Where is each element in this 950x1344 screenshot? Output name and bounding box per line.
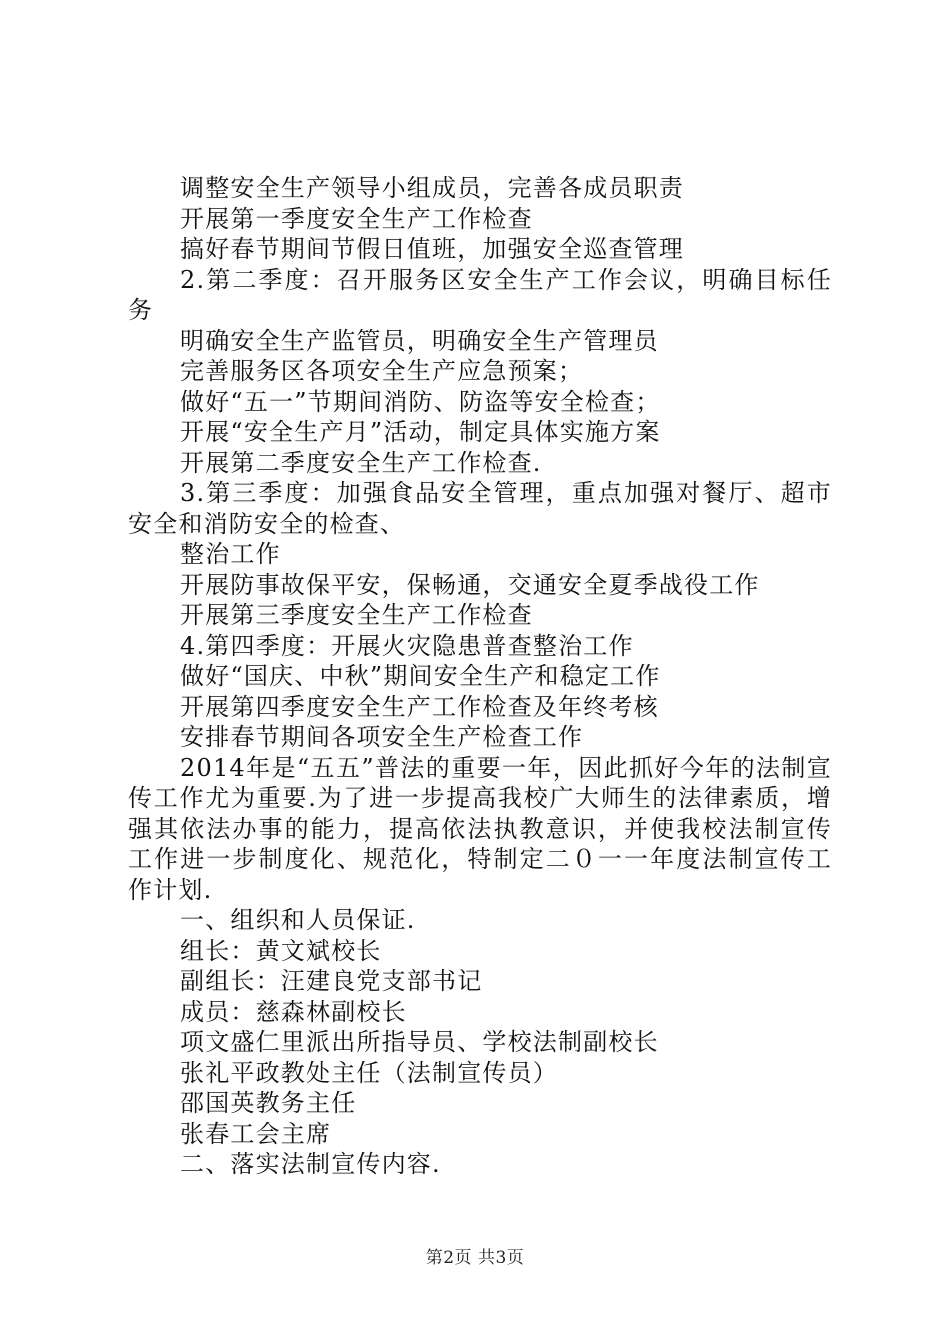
paragraph: 开展第三季度安全生产工作检查 (180, 601, 533, 629)
paragraph: 3.第三季度：加强食品安全管理，重点加强对餐厅、超市安全和消防安全的检查、 (128, 479, 832, 538)
paragraph: 一、组织和人员保证. (180, 906, 416, 934)
paragraph: 2.第二季度：召开服务区安全生产工作会议，明确目标任务 (128, 265, 832, 324)
paragraph: 开展防事故保平安，保畅通，交通安全夏季战役工作 (180, 570, 760, 599)
paragraph: 整治工作 (180, 540, 281, 568)
page-footer (0, 1243, 950, 1268)
paragraph: 开展第四季度安全生产工作检查及年终考核 (180, 692, 659, 721)
paragraph: 调整安全生产领导小组成员，完善各成员职责 (180, 174, 684, 202)
paragraph: 张礼平政教处主任（法制宣传员） (180, 1058, 558, 1087)
paragraph: 2014年是“五五”普法的重要一年，因此抓好今年的法制宣传工作尤为重要.为了进一步提高我校广大师生的法律素质，增强其依法办事的能力，提高依法执教意识，并使我校法制宣传工作进一步制度化、规范化，特制定二０一一年度法制宣传工作计划. (128, 753, 832, 904)
paragraph: 副组长：汪建良党支部书记 (180, 967, 483, 995)
paragraph: 组长：黄文斌校长 (180, 936, 382, 965)
paragraph: 4.第四季度：开展火灾隐患普查整治工作 (180, 631, 634, 660)
paragraph: 邵国英教务主任 (180, 1089, 357, 1117)
paragraph: 完善服务区各项安全生产应急预案； (180, 357, 584, 385)
paragraph: 开展第一季度安全生产工作检查 (180, 204, 533, 233)
paragraph: 张春工会主席 (180, 1119, 332, 1148)
paragraph: 做好“五一”节期间消防、防盗等安全检查； (180, 387, 661, 416)
paragraph: 开展第二季度安全生产工作检查. (180, 448, 542, 477)
paragraph: 二、落实法制宣传内容. (180, 1150, 441, 1178)
page-number: 第2页 共3页 (425, 1248, 525, 1268)
paragraph: 做好“国庆、中秋”期间安全生产和稳定工作 (180, 662, 661, 690)
paragraph: 安排春节期间各项安全生产检查工作 (180, 723, 584, 751)
paragraph: 开展“安全生产月”活动，制定具体实施方案 (180, 418, 661, 446)
paragraph: 搞好春节期间节假日值班，加强安全巡查管理 (180, 235, 684, 263)
paragraph: 成员：慈森林副校长 (180, 997, 407, 1026)
paragraph: 明确安全生产监管员，明确安全生产管理员 (180, 326, 659, 355)
paragraph: 项文盛仁里派出所指导员、学校法制副校长 (180, 1028, 659, 1056)
document-body (128, 173, 832, 1180)
